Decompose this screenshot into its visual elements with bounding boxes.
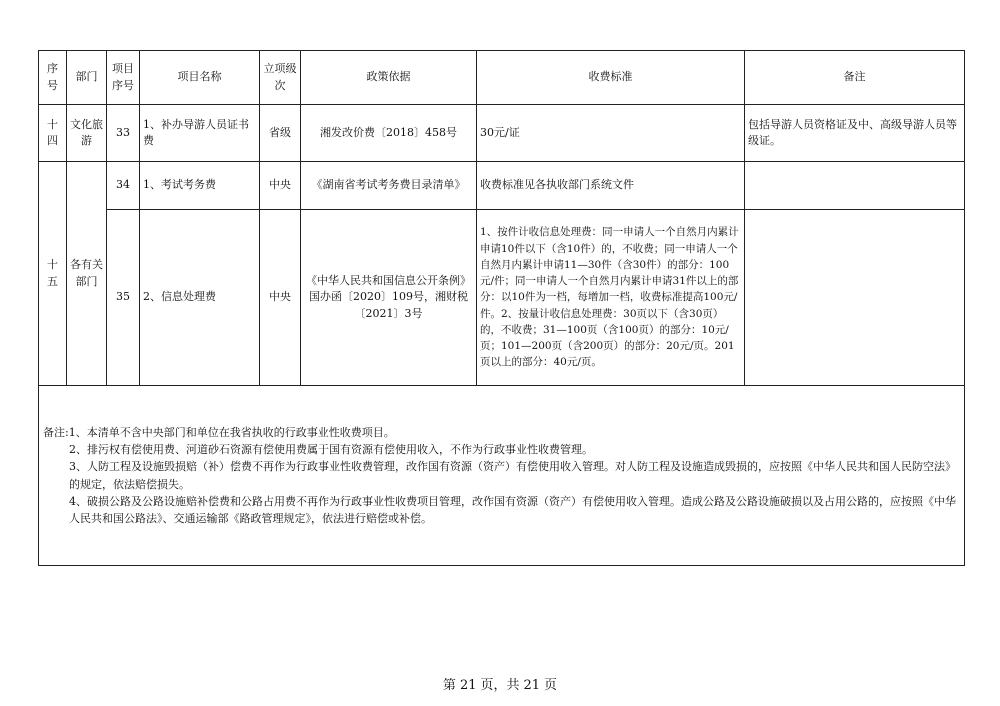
note-line: 备注:1、本清单不含中央部门和单位在我省执收的行政事业性收费项目。 (43, 426, 395, 440)
row-level: 中央 (260, 210, 301, 386)
header-seq: 序号 (39, 51, 67, 105)
row-fee: 收费标准见各执收部门系统文件 (477, 162, 745, 210)
row-item-seq: 34 (107, 162, 140, 210)
header-level: 立项级次 (260, 51, 301, 105)
page-total: 21 (523, 678, 541, 693)
row-level: 中央 (260, 162, 301, 210)
header-policy: 政策依据 (301, 51, 477, 105)
header-item-seq: 项目序号 (107, 51, 140, 105)
row-item-seq: 33 (107, 105, 140, 162)
row-remark: 包括导游人员资格证及中、高级导游人员等级证。 (745, 105, 965, 162)
header-item-name: 项目名称 (140, 51, 260, 105)
page-suffix: 页 (544, 678, 558, 693)
header-fee: 收费标准 (477, 51, 745, 105)
row-item-name: 1、考试考务费 (140, 162, 260, 210)
row-item-seq: 35 (107, 210, 140, 386)
note-line: 3、人防工程及设施毁损赔（补）偿费不再作为行政事业性收费管理，改作国有资源（资产）有偿使用收入管理。对人防工程及设施造成毁损的，应按照《中华人民共和国人民防空法》的规定，依法赔偿损失。 (69, 460, 956, 491)
row-item-name: 2、信息处理费 (140, 210, 260, 386)
note-line: 2、排污权有偿使用费、河道砂石资源有偿使用费属于国有资源有偿使用收入，不作为行政事业性收费管理。 (69, 443, 593, 457)
row-fee: 30元/证 (477, 105, 745, 162)
row-fee: 1、按件计收信息处理费：同一申请人一个自然月内累计申请10件以下（含10件）的，不收费；同一申请人一个自然月内累计申请11—30件（含30件）的部分：100元/件；同一申请人一个自然月内累计申请31件以上的部分：以10件为一档，每增加一档，收费标准提高100元/件。2、按量计收信息处理费：30页以下（含30页）的，不收费；31—100页（含100页）的部分：10元/页；101—200页（含200页）的部分：20元/页。201页以上的部分：40元/页。 (477, 210, 745, 386)
notes-cell (39, 386, 965, 566)
table-row (39, 162, 965, 210)
row-policy: 湘发改价费〔2018〕458号 (301, 105, 477, 162)
row-dept: 各有关部门 (67, 162, 107, 386)
fee-table (38, 50, 965, 566)
header-row (39, 51, 965, 105)
row-remark (745, 162, 965, 210)
page-current: 21 (459, 678, 477, 693)
row-level: 省级 (260, 105, 301, 162)
header-remark: 备注 (745, 51, 965, 105)
page-prefix: 第 (442, 678, 456, 693)
page-mid: 页，共 (480, 678, 520, 693)
note-line: 4、破损公路及公路设施赔补偿费和公路占用费不再作为行政事业性收费项目管理，改作国有资源（资产）有偿使用收入管理。造成公路及公路设施破损以及占用公路的，应按照《中华人民共和国公路法》、交通运输部《路政管理规定》，依法进行赔偿或补偿。 (69, 494, 956, 525)
row-remark (745, 210, 965, 386)
row-policy: 《中华人民共和国信息公开条例》国办函〔2020〕109号，湘财税〔2021〕3号 (301, 210, 477, 386)
row-seq: 十五 (39, 162, 67, 386)
row-policy: 《湖南省考试考务费目录清单》 (301, 162, 477, 210)
header-dept: 部门 (67, 51, 107, 105)
row-dept: 文化旅游 (67, 105, 107, 162)
row-item-name: 1、补办导游人员证书费 (140, 105, 260, 162)
table-row (39, 210, 965, 386)
notes-row (39, 386, 965, 566)
page-number (0, 674, 1000, 693)
table-row (39, 105, 965, 162)
row-seq: 十四 (39, 105, 67, 162)
